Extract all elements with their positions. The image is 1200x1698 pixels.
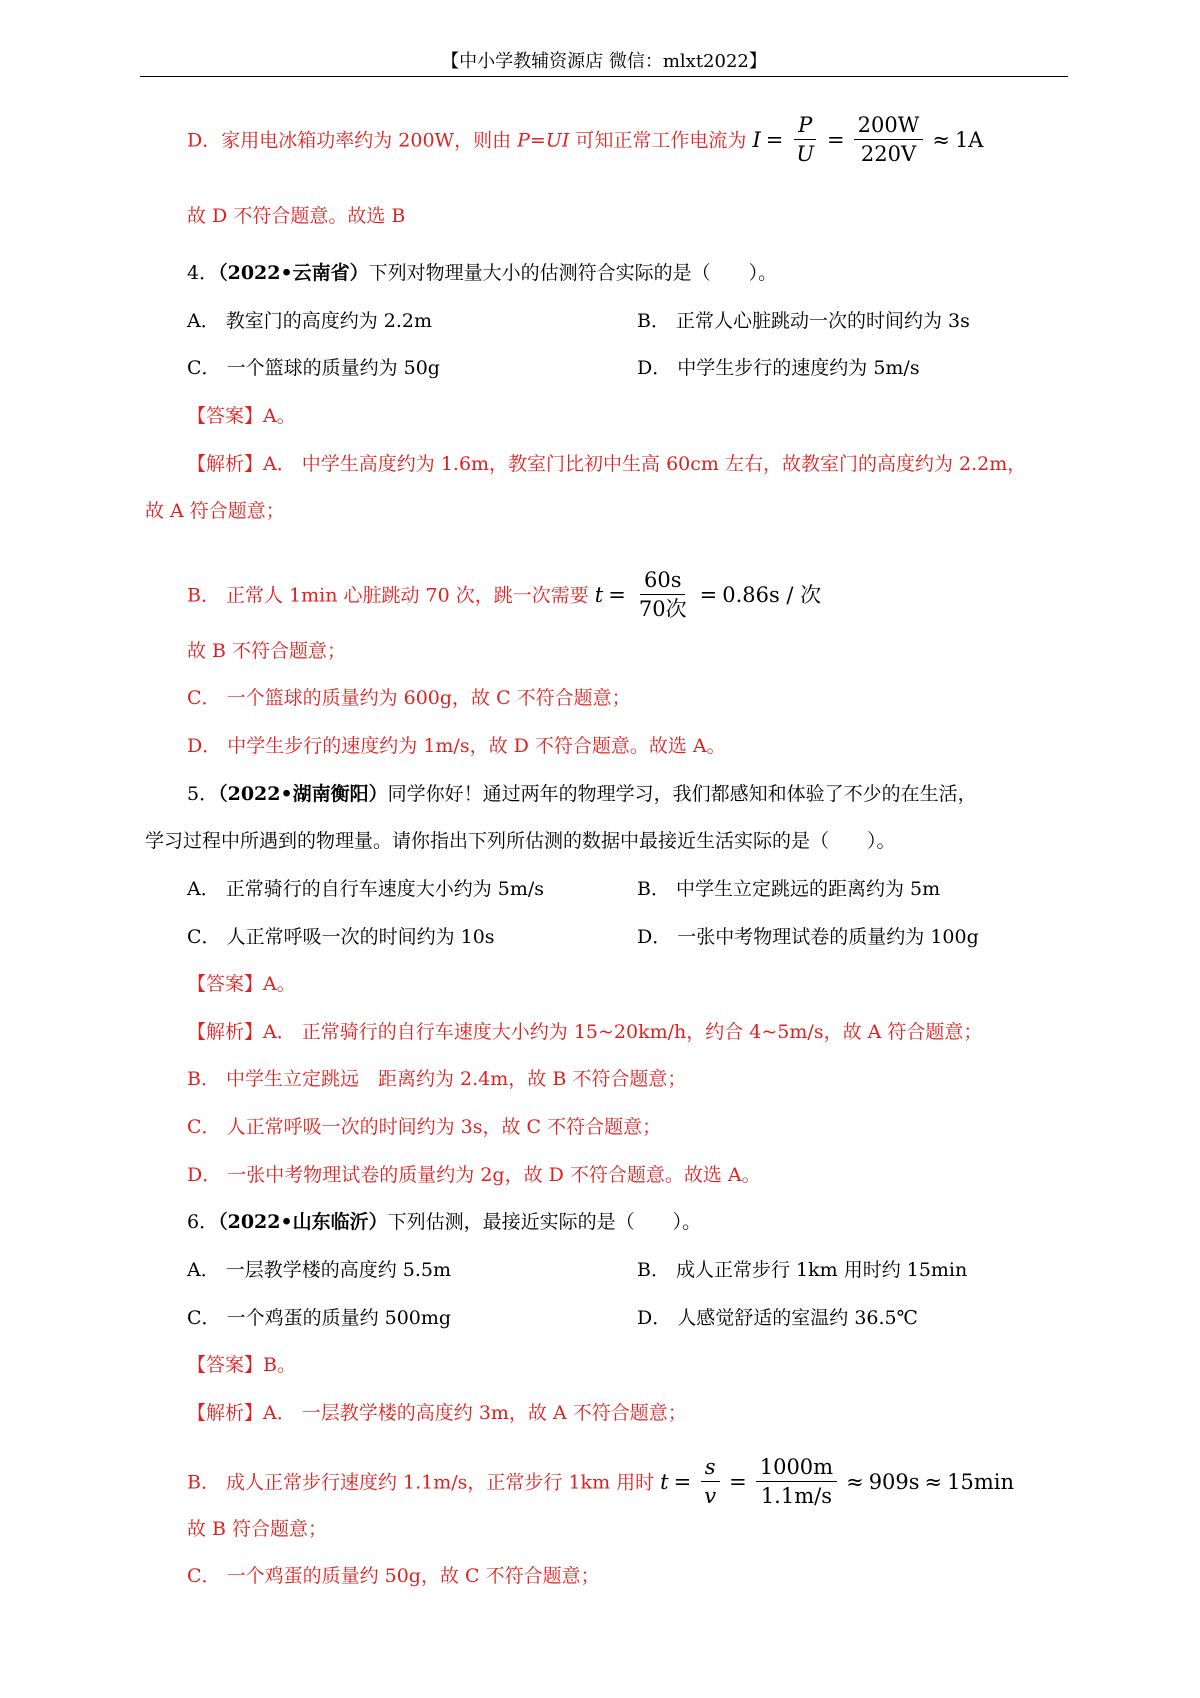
q6-analysis-b-text: B． 成人正常步行速度约 1.1m/s，正常步行 1km 用时 bbox=[187, 1471, 661, 1494]
q3-d-frac1 bbox=[792, 113, 818, 166]
q3-d-frac2-den: 220V bbox=[860, 142, 917, 166]
q6-b-result: 15min bbox=[947, 1469, 1015, 1494]
q6-analysis-a-text: A． 一层教学楼的高度约 3m，故 A 不符合题意； bbox=[263, 1402, 687, 1424]
q6-number: 6． bbox=[187, 1211, 219, 1233]
q6-b-frac2-den: 1.1m/s bbox=[760, 1484, 832, 1508]
q5-option-b: B． 中学生立定跳远的距离约为 5m bbox=[637, 878, 941, 900]
q5-stem-line1 bbox=[187, 781, 977, 807]
approx-sign: ≈ bbox=[924, 1469, 943, 1494]
q4-option-a: A． 教室门的高度约为 2.2m bbox=[187, 310, 433, 332]
q5-answer-label: 【答案】 bbox=[187, 973, 264, 995]
q3-d-frac1-num: P bbox=[794, 113, 816, 140]
header-rule bbox=[140, 76, 1068, 77]
q5-analysis-a bbox=[187, 1019, 982, 1045]
eq-sign: = bbox=[827, 127, 845, 152]
q4-analysis-c: C． 一个篮球的质量约为 600g，故 C 不符合题意； bbox=[187, 687, 631, 709]
q3-d-result: 1A bbox=[954, 127, 984, 152]
q5-stem-line2: 学习过程中所遇到的物理量。请你指出下列所估测的数据中最接近生活实际的是（ ）。 bbox=[145, 830, 896, 852]
q5-analysis-c: C． 人正常呼吸一次的时间约为 3s，故 C 不符合题意； bbox=[187, 1116, 662, 1138]
q6-analysis-b bbox=[187, 1455, 1014, 1508]
q5-analysis-a-text: A． 正常骑行的自行车速度大小约为 15~20km/h，约合 4~5m/s，故 A 符合题意； bbox=[263, 1021, 983, 1043]
eq-sign: = bbox=[765, 127, 784, 152]
q4-b-frac-num: 60s bbox=[640, 568, 686, 595]
q6-analysis-label: 【解析】 bbox=[187, 1402, 264, 1424]
q4-b-frac bbox=[635, 568, 691, 621]
q3-d-frac1-den: U bbox=[796, 142, 815, 166]
q6-answer-label: 【答案】 bbox=[187, 1354, 264, 1376]
q6-b-var: t bbox=[660, 1469, 669, 1494]
q5-analysis-label: 【解析】 bbox=[187, 1021, 264, 1043]
q6-answer bbox=[187, 1352, 296, 1378]
q6-answer-value: B。 bbox=[263, 1354, 296, 1376]
q3-d-frac2 bbox=[854, 113, 924, 166]
q4-analysis-a2: 故 A 符合题意； bbox=[145, 500, 285, 522]
q6-b-frac1 bbox=[700, 1455, 720, 1508]
q3-d-frac2-num: 200W bbox=[854, 113, 924, 140]
q6-b-mid: 909s bbox=[868, 1469, 920, 1494]
q5-analysis-d: D． 一张中考物理试卷的质量约为 2g，故 D 不符合题意。故选 A。 bbox=[187, 1164, 761, 1186]
approx-sign: ≈ bbox=[846, 1469, 864, 1494]
q6-analysis-a bbox=[187, 1400, 687, 1426]
q5-option-c: C． 人正常呼吸一次的时间约为 10s bbox=[187, 926, 495, 948]
q3-d-text: D．家用电冰箱功率约为 200W，则由 bbox=[187, 129, 518, 152]
q6-option-c: C． 一个鸡蛋的质量约 500mg bbox=[187, 1307, 452, 1329]
page-header: 【中小学教辅资源店 微信：mlxt2022】 bbox=[441, 51, 767, 72]
q4-analysis-d: D． 中学生步行的速度约为 1m/s，故 D 不符合题意。故选 A。 bbox=[187, 735, 726, 757]
q6-b-frac1-num: s bbox=[701, 1455, 720, 1482]
q3-conclusion: 故 D 不符合题意。故选 B bbox=[187, 205, 406, 227]
approx-sign: ≈ bbox=[932, 127, 950, 152]
q4-answer bbox=[187, 403, 296, 429]
q6-source: （2022•山东临沂） bbox=[218, 1211, 388, 1233]
q4-option-d: D． 中学生步行的速度约为 5m/s bbox=[637, 357, 920, 379]
q5-option-d: D． 一张中考物理试卷的质量约为 100g bbox=[637, 926, 979, 948]
eq-sign: = bbox=[673, 1469, 692, 1494]
q6-b-frac2-num: 1000m bbox=[756, 1455, 837, 1482]
q3-d-formula bbox=[752, 113, 983, 166]
q6-analysis-c: C． 一个鸡蛋的质量约 50g，故 C 不符合题意； bbox=[187, 1565, 600, 1587]
q6-analysis-b-formula bbox=[660, 1455, 1014, 1508]
q5-source: （2022•湖南衡阳） bbox=[218, 783, 388, 805]
q4-analysis-b-text: B． 正常人 1min 心脏跳动 70 次，跳一次需要 bbox=[187, 584, 595, 607]
q3-d-text2: 可知正常工作电流为 bbox=[569, 129, 753, 152]
q4-b-var: t bbox=[594, 582, 604, 607]
q6-b-frac1-den: v bbox=[704, 1484, 717, 1508]
q5-analysis-b: B． 中学生立定跳远 距离约为 2.4m，故 B 不符合题意； bbox=[187, 1068, 687, 1090]
q4-analysis-b2: 故 B 不符合题意； bbox=[187, 640, 347, 662]
q4-stem bbox=[187, 260, 777, 286]
q6-stem bbox=[187, 1209, 701, 1235]
q3-d-var: I bbox=[752, 127, 761, 152]
q6-b-frac2 bbox=[756, 1455, 837, 1508]
q5-answer-value: A。 bbox=[263, 973, 296, 995]
q4-b-frac-den: 70次 bbox=[638, 597, 687, 621]
q4-analysis-b bbox=[187, 568, 821, 621]
q3-d-formula-ref: P=UI bbox=[517, 129, 570, 152]
q4-analysis-a bbox=[187, 451, 1026, 477]
q6-option-b: B． 成人正常步行 1km 用时约 15min bbox=[637, 1259, 968, 1281]
eq-sign: = bbox=[729, 1469, 747, 1494]
q6-stem-text: 下列估测，最接近实际的是（ ）。 bbox=[387, 1211, 702, 1233]
q4-b-result: 0.86s / 次 bbox=[722, 582, 822, 607]
q4-number: 4． bbox=[187, 262, 219, 284]
q4-source: （2022•云南省） bbox=[218, 262, 369, 284]
q4-analysis-label: 【解析】 bbox=[187, 453, 264, 475]
q5-answer bbox=[187, 971, 296, 997]
q5-number: 5． bbox=[187, 783, 219, 805]
q5-option-a: A． 正常骑行的自行车速度大小约为 5m/s bbox=[187, 878, 545, 900]
eq-sign: = bbox=[608, 582, 626, 607]
q3-analysis-d bbox=[187, 113, 983, 166]
q4-option-c: C． 一个篮球的质量约为 50g bbox=[187, 357, 440, 379]
q4-answer-label: 【答案】 bbox=[187, 405, 264, 427]
q4-answer-value: A。 bbox=[263, 405, 296, 427]
q4-analysis-b-formula bbox=[595, 568, 821, 621]
q4-stem-text: 下列对物理量大小的估测符合实际的是（ ）。 bbox=[368, 262, 778, 284]
eq-sign: = bbox=[699, 582, 718, 607]
q6-analysis-b2: 故 B 符合题意； bbox=[187, 1518, 328, 1540]
q5-stem1-text: 同学你好！通过两年的物理学习，我们都感知和体验了不少的在生活， bbox=[387, 783, 977, 805]
q4-option-b: B． 正常人心脏跳动一次的时间约为 3s bbox=[637, 310, 970, 332]
q4-analysis-a-text: A． 中学生高度约为 1.6m，教室门比初中生高 60cm 左右，故教室门的高度约为 2.2m， bbox=[263, 453, 1027, 475]
q6-option-d: D． 人感觉舒适的室温约 36.5℃ bbox=[637, 1307, 918, 1329]
q6-option-a: A． 一层教学楼的高度约 5.5m bbox=[187, 1259, 452, 1281]
